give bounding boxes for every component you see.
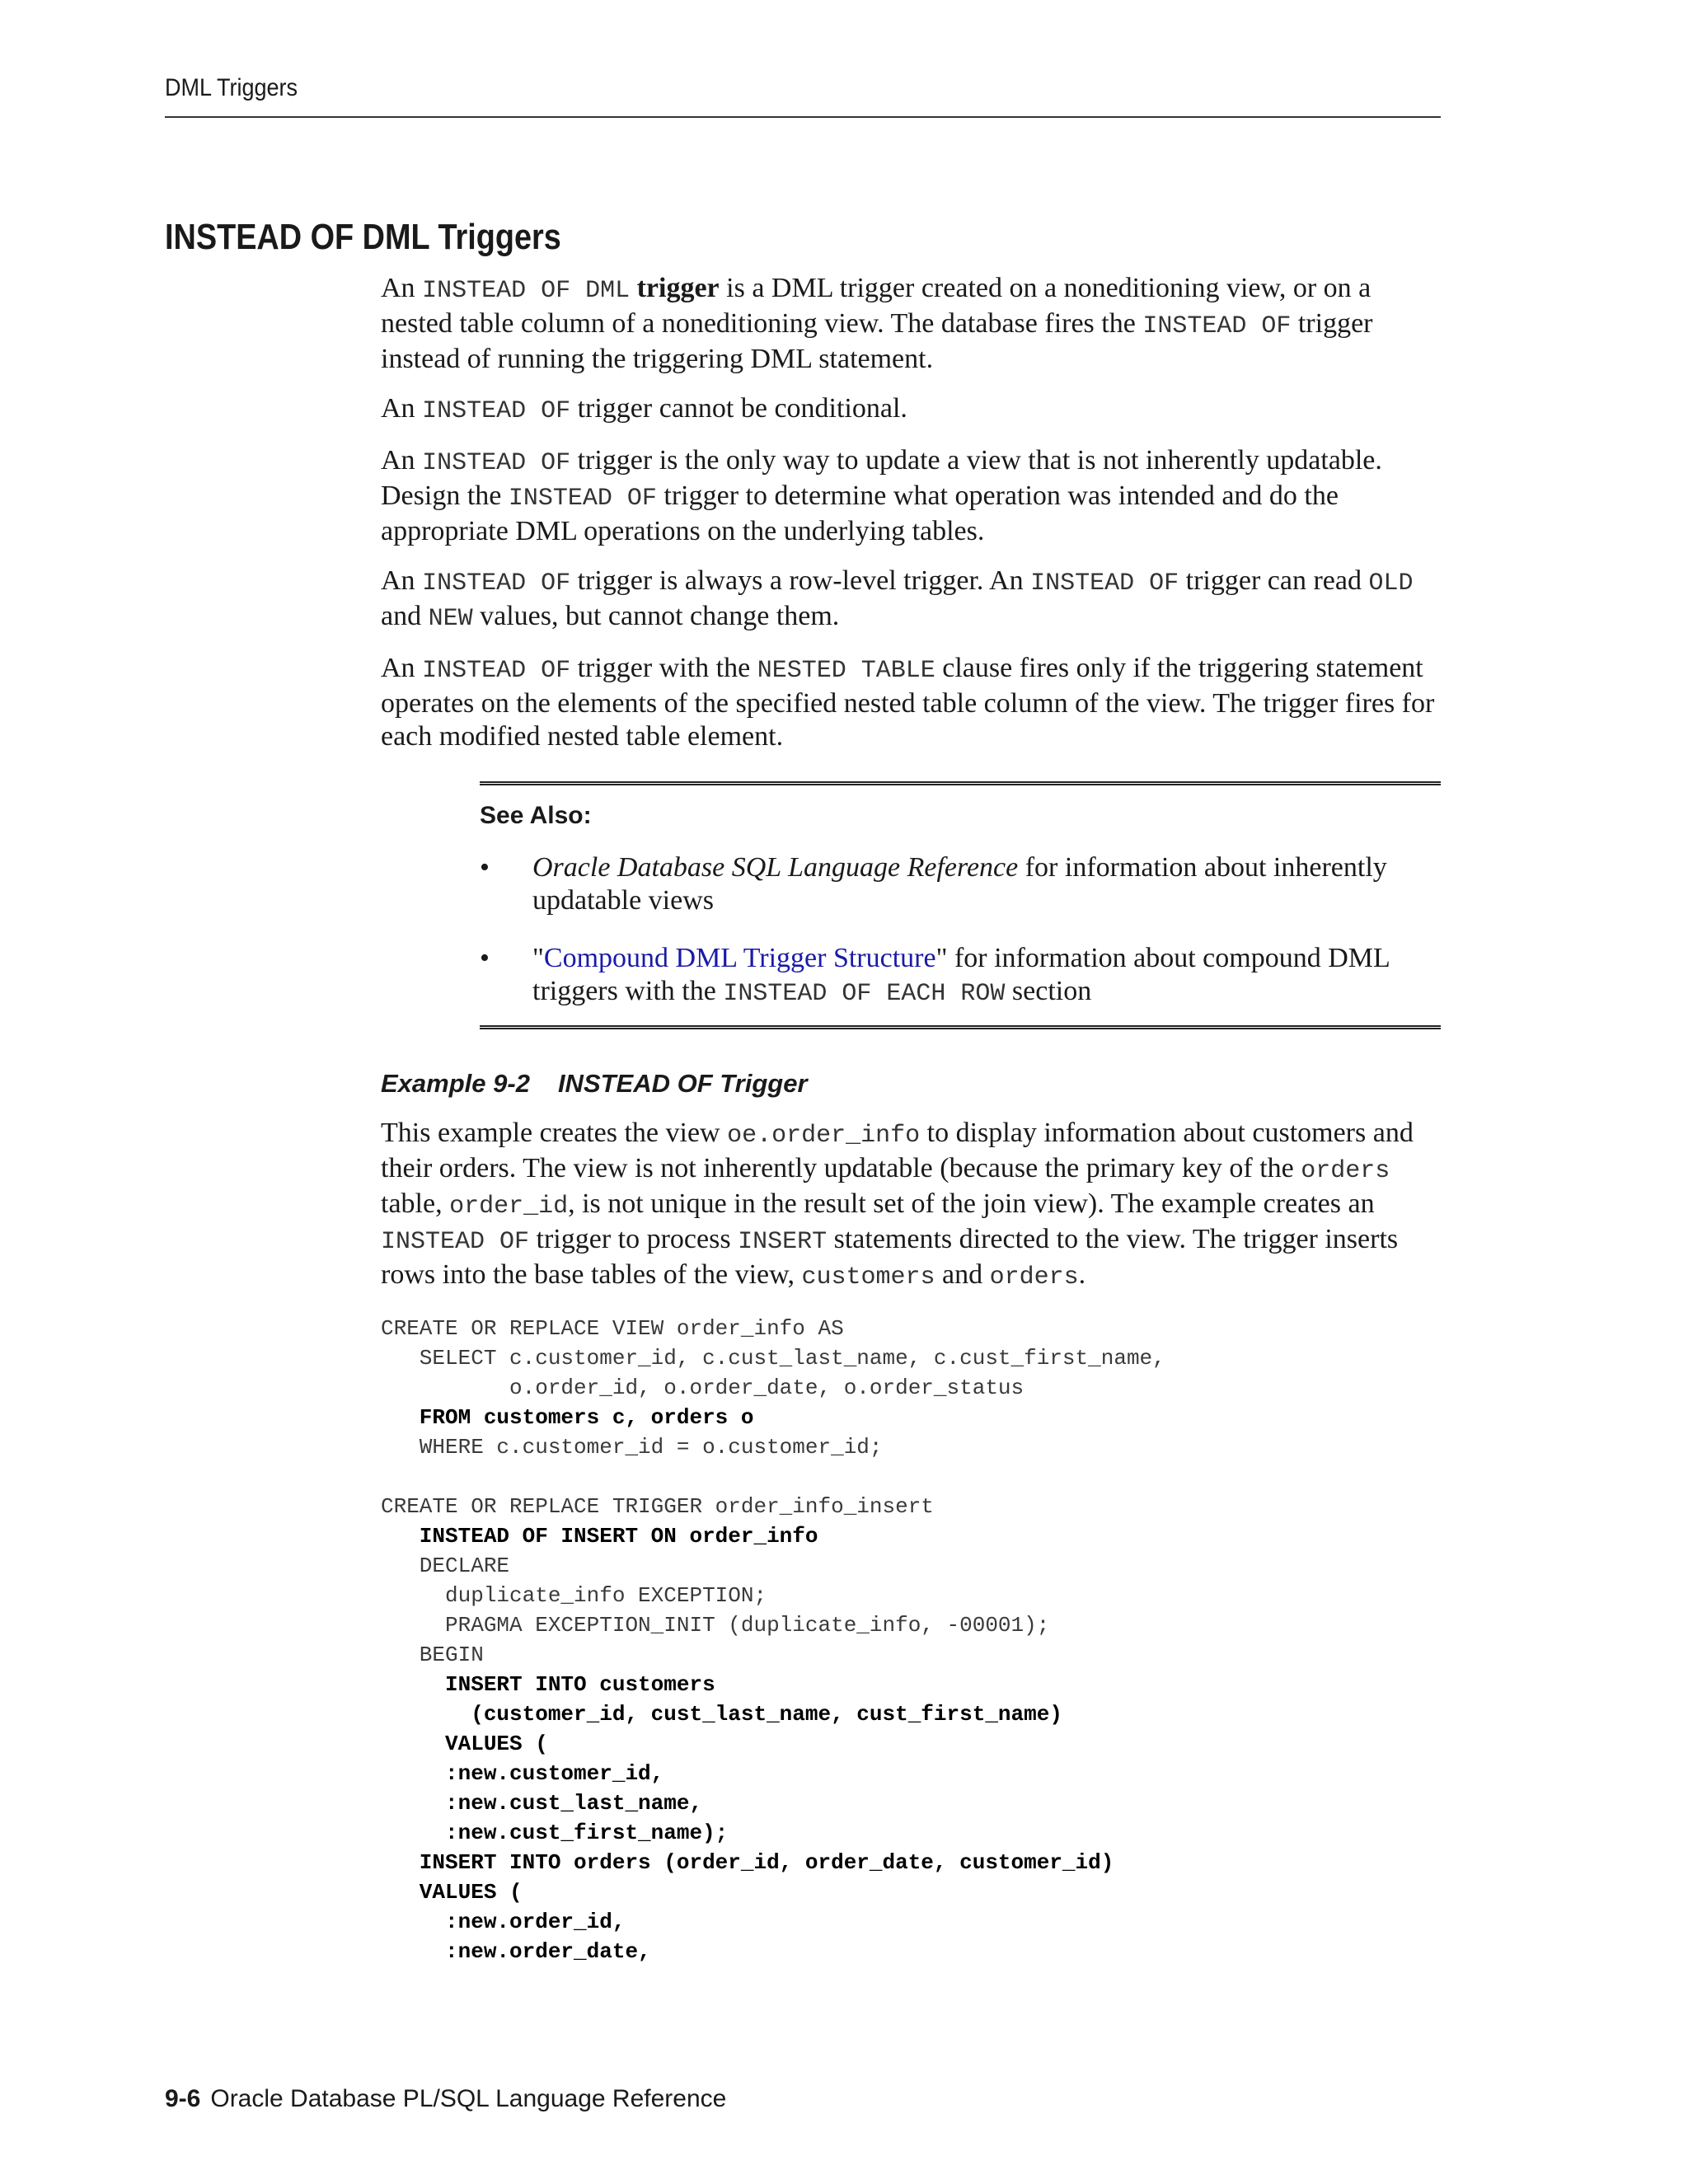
paragraph-nested-table [381,652,1441,753]
running-head: DML Triggers [165,74,298,101]
code-line: WHERE c.customer_id = o.customer_id; [381,1435,883,1460]
inline-code: INSTEAD OF [1030,569,1179,598]
inline-code: orders [1301,1157,1390,1185]
code-line: SELECT c.customer_id, c.cust_last_name, c.cust_first_name, [381,1346,1165,1371]
inline-code: INSTEAD OF [508,485,657,513]
inline-code: customers [801,1263,935,1291]
see-also-list [480,851,1441,1010]
inline-code: INSTEAD OF [422,569,571,598]
text: , is not unique in the result set of the join view). The example creates an [568,1188,1375,1219]
code-line [381,1462,1441,1492]
body-column [381,272,1441,1966]
text: trigger to determine what operation was intended and do the appropriate DML operations on the underlying tables. [381,480,1339,546]
code-line: VALUES ( [381,1880,523,1905]
paragraph-conditional [381,392,1441,428]
code-line: INSERT INTO customers [381,1672,715,1697]
page-footer [165,2085,726,2113]
code-line: VALUES ( [381,1732,548,1756]
code-line: :new.cust_last_name, [381,1791,703,1816]
compound-trigger-structure-link[interactable]: Compound DML Trigger Structure [543,943,936,973]
inline-code: INSTEAD OF [1142,312,1292,340]
code-line: :new.order_date, [381,1939,651,1964]
text: trigger instead of running the triggering DML statement. [381,308,1373,374]
inline-code: NEW [428,605,473,633]
code-listing [381,1314,1441,1966]
book-reference: Oracle Database SQL Language Reference [532,852,1019,883]
inline-code: INSERT [738,1228,828,1256]
text: An [381,273,423,303]
text: for information about compound DML triggers with the [532,943,1390,1006]
paragraph-updatable [381,444,1441,548]
quote: " [532,943,544,973]
example-title [381,1069,1441,1099]
text: An [381,653,423,683]
example-intro [381,1117,1441,1294]
text: trigger is the only way to update a view that is not inherently updatable. Design the [381,445,1382,511]
code-line: o.order_id, o.order_date, o.order_status [381,1376,1025,1400]
code-line: :new.customer_id, [381,1761,664,1786]
inline-code: INSTEAD OF [381,1228,530,1256]
text [630,273,637,303]
code-line: (customer_id, cust_last_name, cust_first_name) [381,1702,1062,1727]
example-name: INSTEAD OF Trigger [557,1069,808,1098]
text: and [935,1259,990,1290]
code-line: :new.order_id, [381,1910,626,1934]
inline-code: NESTED TABLE [757,657,935,685]
example-number: Example 9-2 [381,1069,530,1098]
text: An [381,565,423,596]
paragraph-row-level [381,565,1441,635]
section-title: INSTEAD OF DML Triggers [165,217,561,257]
code-line: FROM customers c, orders o [381,1405,754,1430]
see-also-item [480,851,1441,917]
code-line: duplicate_info EXCEPTION; [381,1583,767,1608]
inline-code: OLD [1368,569,1414,598]
text: trigger cannot be conditional. [570,393,907,424]
code-line: BEGIN [381,1643,484,1667]
text: table, [381,1188,450,1219]
see-also-item [480,942,1441,1010]
text: for information about inherently updatable views [532,852,1387,916]
text: An [381,445,423,476]
inline-code: INSTEAD OF [422,449,571,477]
see-also-box [480,781,1441,1029]
inline-code: INSTEAD OF [422,397,571,425]
text: trigger with the [570,653,757,683]
text: . [1078,1259,1086,1290]
header-rule [165,116,1441,118]
bullet-icon: • [480,943,490,973]
inline-code: order_id [449,1193,569,1221]
bold-term: trigger [636,273,720,303]
code-line: CREATE OR REPLACE VIEW order_info AS [381,1316,844,1341]
text: An [381,393,423,424]
book-title: Oracle Database PL/SQL Language Reference [210,2085,727,2112]
text: values, but cannot change them. [472,601,840,631]
text: to display information about customers and their orders. The view is not inherently updatable (because the primary key of the [381,1118,1414,1183]
text: trigger can read [1179,565,1369,596]
text: clause fires only if the triggering statement operates on the elements of the specified nested table column of the view. The trigger fires for each modified nested table element. [381,653,1435,752]
inline-code: INSTEAD OF EACH ROW [723,980,1006,1008]
code-line: CREATE OR REPLACE TRIGGER order_info_insert [381,1494,934,1519]
text: trigger is always a row-level trigger. An [570,565,1031,596]
text: is a DML trigger created on a noneditioning view, or on a nested table column of a noneditioning view. The database fires the [381,273,1372,339]
text: section [1005,976,1092,1006]
code-line: :new.cust_first_name); [381,1821,729,1845]
see-also-title: See Also: [480,802,592,829]
inline-code: INSTEAD OF DML [422,277,631,305]
text: trigger to process [529,1224,738,1254]
text: This example creates the view [381,1118,728,1148]
code-line: INSERT INTO orders (order_id, order_date, customer_id) [381,1850,1114,1875]
text: statements directed to the view. The trigger inserts rows into the base tables of the view, [381,1224,1399,1290]
bullet-icon: • [480,852,490,883]
inline-code: oe.order_info [727,1122,921,1150]
quote: " [935,943,948,973]
code-line: PRAGMA EXCEPTION_INIT (duplicate_info, -00001); [381,1613,1050,1638]
code-line: DECLARE [381,1554,510,1578]
inline-code: INSTEAD OF [422,657,571,685]
code-line: INSTEAD OF INSERT ON order_info [381,1524,818,1549]
page-number: 9-6 [165,2085,201,2112]
text: and [381,601,429,631]
inline-code: orders [989,1263,1079,1291]
paragraph-definition [381,272,1441,376]
